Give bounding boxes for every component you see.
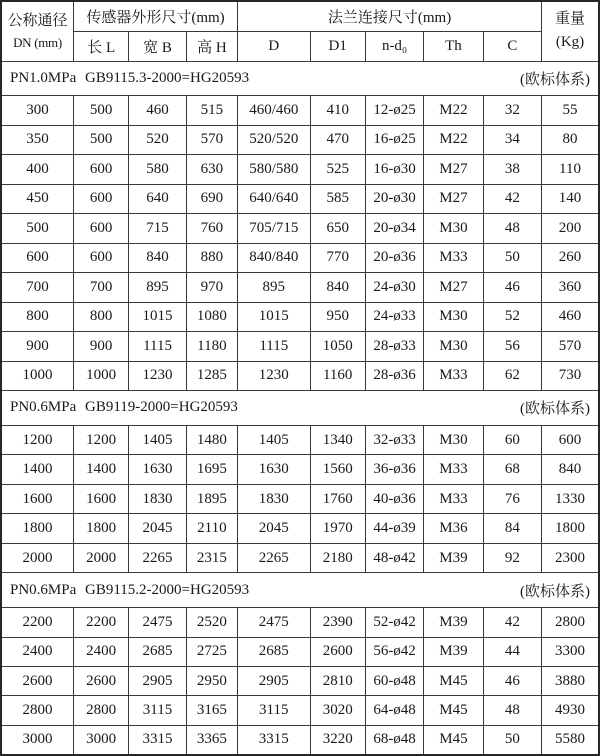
table-cell: 48-ø42 — [365, 543, 423, 572]
table-cell: 900 — [73, 332, 128, 361]
table-cell: 1800 — [73, 514, 128, 543]
table-cell: 3115 — [129, 696, 186, 725]
table-cell: 52-ø42 — [365, 608, 423, 637]
table-cell: M39 — [424, 608, 483, 637]
table-cell: 2685 — [129, 637, 186, 666]
table-cell: 460/460 — [238, 96, 310, 125]
section-pressure-label: PN0.6MPa — [10, 399, 77, 416]
table-cell: M45 — [424, 725, 483, 755]
column-group-sensor-dimensions: 传感器外形尺寸(mm) — [73, 1, 237, 31]
table-cell: 1200 — [73, 425, 128, 454]
table-cell: 600 — [73, 214, 128, 243]
table-cell: 2600 — [73, 666, 128, 695]
table-cell: 76 — [483, 484, 541, 513]
table-row — [1, 608, 599, 637]
table-cell: 570 — [542, 332, 599, 361]
table-cell: 3165 — [186, 696, 237, 725]
table-cell: 2600 — [1, 666, 73, 695]
table-cell: 3880 — [542, 666, 599, 695]
table-cell: 1560 — [310, 455, 365, 484]
table-cell: 600 — [73, 155, 128, 184]
table-cell: 1050 — [310, 332, 365, 361]
table-cell: 1330 — [542, 484, 599, 513]
table-cell: 42 — [483, 608, 541, 637]
table-cell: 1285 — [186, 361, 237, 390]
table-cell: 360 — [542, 273, 599, 302]
table-cell: 52 — [483, 302, 541, 331]
table-row — [1, 696, 599, 725]
table-cell: M33 — [424, 455, 483, 484]
table-cell: 500 — [73, 96, 128, 125]
table-cell: 1160 — [310, 361, 365, 390]
table-cell: 2390 — [310, 608, 365, 637]
table-cell: 600 — [73, 184, 128, 213]
table-cell: 500 — [73, 125, 128, 154]
table-cell: 1405 — [238, 425, 310, 454]
column-header-n-d0: n-d₀ — [365, 31, 423, 61]
table-cell: 895 — [238, 273, 310, 302]
table-cell: 1000 — [1, 361, 73, 390]
table-cell: 2600 — [310, 637, 365, 666]
table-cell: M30 — [424, 425, 483, 454]
table-row — [1, 361, 599, 390]
table-cell: 1630 — [129, 455, 186, 484]
table-cell: M33 — [424, 243, 483, 272]
table-cell: 42 — [483, 184, 541, 213]
table-cell: 600 — [542, 425, 599, 454]
table-cell: 2800 — [1, 696, 73, 725]
column-header-d1: D1 — [310, 31, 365, 61]
table-cell: 2000 — [1, 543, 73, 572]
table-cell: 2475 — [129, 608, 186, 637]
table-cell: 16-ø25 — [365, 125, 423, 154]
table-cell: 800 — [73, 302, 128, 331]
section-standard-label: GB9115.2-2000=HG20593 — [85, 581, 250, 598]
table-cell: 3300 — [542, 637, 599, 666]
table-cell: 140 — [542, 184, 599, 213]
table-cell: 640 — [129, 184, 186, 213]
table-cell: 46 — [483, 666, 541, 695]
table-cell: 2400 — [1, 637, 73, 666]
section-standard-label: GB9119-2000=HG20593 — [85, 399, 238, 416]
table-cell: 3000 — [73, 725, 128, 755]
table-row — [1, 543, 599, 572]
column-header-th: Th — [424, 31, 483, 61]
column-header-height-h: 高 H — [186, 31, 237, 61]
table-cell: M27 — [424, 155, 483, 184]
table-cell: 1115 — [238, 332, 310, 361]
table-cell: 900 — [1, 332, 73, 361]
table-cell: 2400 — [73, 637, 128, 666]
table-cell: 2300 — [542, 543, 599, 572]
table-cell: 40-ø36 — [365, 484, 423, 513]
table-cell: 1800 — [1, 514, 73, 543]
table-cell: 1015 — [238, 302, 310, 331]
table-cell: 1760 — [310, 484, 365, 513]
section-header-row — [1, 573, 599, 608]
table-cell: 770 — [310, 243, 365, 272]
column-header-weight — [542, 1, 599, 61]
table-cell: 38 — [483, 155, 541, 184]
table-cell: 55 — [542, 96, 599, 125]
column-header-d: D — [238, 31, 310, 61]
table-cell: 400 — [1, 155, 73, 184]
table-cell: 12-ø25 — [365, 96, 423, 125]
table-cell: 3115 — [238, 696, 310, 725]
table-row — [1, 243, 599, 272]
table-cell: 1015 — [129, 302, 186, 331]
table-cell: M39 — [424, 543, 483, 572]
table-body — [1, 61, 599, 755]
table-cell: 3365 — [186, 725, 237, 755]
table-row — [1, 155, 599, 184]
table-cell: 690 — [186, 184, 237, 213]
table-cell: M30 — [424, 214, 483, 243]
table-cell: 2110 — [186, 514, 237, 543]
table-cell: 1405 — [129, 425, 186, 454]
table-cell: 2315 — [186, 543, 237, 572]
table-cell: 1830 — [238, 484, 310, 513]
table-row — [1, 425, 599, 454]
table-cell: 1400 — [1, 455, 73, 484]
table-cell: 2045 — [129, 514, 186, 543]
table-cell: 24-ø33 — [365, 302, 423, 331]
table-cell: 500 — [1, 214, 73, 243]
table-cell: 16-ø30 — [365, 155, 423, 184]
table-cell: 84 — [483, 514, 541, 543]
table-row — [1, 302, 599, 331]
table-cell: 1895 — [186, 484, 237, 513]
table-cell: 1200 — [1, 425, 73, 454]
table-cell: 44 — [483, 637, 541, 666]
table-cell: 600 — [73, 243, 128, 272]
table-cell: 2000 — [73, 543, 128, 572]
table-cell: 50 — [483, 725, 541, 755]
section-header-cell — [1, 573, 599, 608]
table-cell: 630 — [186, 155, 237, 184]
table-cell: 950 — [310, 302, 365, 331]
column-header-dn-unit: DN (mm) — [13, 34, 62, 50]
table-cell: 1480 — [186, 425, 237, 454]
table-cell: 1180 — [186, 332, 237, 361]
table-cell: 2045 — [238, 514, 310, 543]
table-cell: M39 — [424, 637, 483, 666]
table-cell: 3000 — [1, 725, 73, 755]
table-cell: 640/640 — [238, 184, 310, 213]
table-cell: 2520 — [186, 608, 237, 637]
table-cell: 895 — [129, 273, 186, 302]
table-cell: 840 — [310, 273, 365, 302]
section-header-row — [1, 391, 599, 426]
table-row — [1, 637, 599, 666]
table-cell: 24-ø30 — [365, 273, 423, 302]
table-cell: 80 — [542, 125, 599, 154]
table-cell: 715 — [129, 214, 186, 243]
table-cell: 460 — [542, 302, 599, 331]
section-header-row — [1, 61, 599, 96]
table-row — [1, 514, 599, 543]
section-note-label: (欧标体系) — [520, 583, 590, 600]
table-cell: 880 — [186, 243, 237, 272]
table-cell: 800 — [1, 302, 73, 331]
header-row-groups — [1, 1, 599, 31]
header-row-subcolumns — [1, 31, 599, 61]
table-row — [1, 184, 599, 213]
table-cell: 585 — [310, 184, 365, 213]
table-cell: 64-ø48 — [365, 696, 423, 725]
table-cell: 840/840 — [238, 243, 310, 272]
table-cell: 1970 — [310, 514, 365, 543]
table-cell: 68-ø48 — [365, 725, 423, 755]
table-cell: M27 — [424, 273, 483, 302]
table-row — [1, 725, 599, 755]
table-cell: 48 — [483, 214, 541, 243]
table-cell: M33 — [424, 361, 483, 390]
table-cell: 460 — [129, 96, 186, 125]
table-cell: 650 — [310, 214, 365, 243]
table-cell: 60-ø48 — [365, 666, 423, 695]
table-cell: 3315 — [238, 725, 310, 755]
table-cell: 350 — [1, 125, 73, 154]
table-cell: 62 — [483, 361, 541, 390]
table-cell: 110 — [542, 155, 599, 184]
table-cell: 4930 — [542, 696, 599, 725]
table-cell: 410 — [310, 96, 365, 125]
table-cell: 1080 — [186, 302, 237, 331]
table-cell: 450 — [1, 184, 73, 213]
table-cell: M45 — [424, 696, 483, 725]
table-cell: 2905 — [129, 666, 186, 695]
table-row — [1, 455, 599, 484]
column-header-length-l: 长 L — [73, 31, 128, 61]
column-header-weight-unit: (Kg) — [555, 34, 585, 51]
table-cell: 705/715 — [238, 214, 310, 243]
table-cell: 2180 — [310, 543, 365, 572]
table-cell: 1115 — [129, 332, 186, 361]
table-cell: 760 — [186, 214, 237, 243]
table-cell: 840 — [542, 455, 599, 484]
table-cell: M30 — [424, 332, 483, 361]
section-pressure-label: PN1.0MPa — [10, 69, 77, 86]
table-cell: M36 — [424, 514, 483, 543]
table-cell: 28-ø33 — [365, 332, 423, 361]
table-cell: 50 — [483, 243, 541, 272]
table-cell: 730 — [542, 361, 599, 390]
table-cell: 3315 — [129, 725, 186, 755]
table-cell: 48 — [483, 696, 541, 725]
table-cell: 60 — [483, 425, 541, 454]
table-row — [1, 484, 599, 513]
table-cell: 3020 — [310, 696, 365, 725]
table-cell: M33 — [424, 484, 483, 513]
table-cell: 92 — [483, 543, 541, 572]
table-cell: 1695 — [186, 455, 237, 484]
section-note-label: (欧标体系) — [520, 401, 590, 418]
table-cell: 3220 — [310, 725, 365, 755]
section-pressure-label: PN0.6MPa — [10, 581, 77, 598]
table-cell: M22 — [424, 96, 483, 125]
table-cell: 600 — [1, 243, 73, 272]
table-cell: 840 — [129, 243, 186, 272]
table-cell: 2800 — [73, 696, 128, 725]
table-cell: 1830 — [129, 484, 186, 513]
table-cell: 32-ø33 — [365, 425, 423, 454]
table-cell: M45 — [424, 666, 483, 695]
table-cell: 525 — [310, 155, 365, 184]
table-cell: M27 — [424, 184, 483, 213]
section-header-cell — [1, 61, 599, 96]
table-cell: 1000 — [73, 361, 128, 390]
table-cell: 2265 — [238, 543, 310, 572]
section-note-label: (欧标体系) — [520, 71, 590, 88]
table-cell: M30 — [424, 302, 483, 331]
table-cell: 2950 — [186, 666, 237, 695]
table-row — [1, 332, 599, 361]
column-header-weight-title: 重量 — [555, 11, 586, 27]
table-cell: 970 — [186, 273, 237, 302]
table-cell: 515 — [186, 96, 237, 125]
table-cell: 20-ø30 — [365, 184, 423, 213]
column-group-flange-dimensions: 法兰连接尺寸(mm) — [238, 1, 542, 31]
table-cell: 46 — [483, 273, 541, 302]
table-cell: 520/520 — [238, 125, 310, 154]
table-cell: 2475 — [238, 608, 310, 637]
column-header-dn — [1, 1, 73, 61]
table-cell: 580/580 — [238, 155, 310, 184]
table-row — [1, 273, 599, 302]
table-cell: 1400 — [73, 455, 128, 484]
column-header-c: C — [483, 31, 541, 61]
table-cell: 700 — [1, 273, 73, 302]
table-cell: 56 — [483, 332, 541, 361]
table-cell: 570 — [186, 125, 237, 154]
table-cell: 68 — [483, 455, 541, 484]
table-cell: 2200 — [73, 608, 128, 637]
table-cell: 28-ø36 — [365, 361, 423, 390]
table-cell: 1340 — [310, 425, 365, 454]
table-cell: 44-ø39 — [365, 514, 423, 543]
table-row — [1, 214, 599, 243]
table-cell: 20-ø36 — [365, 243, 423, 272]
table-cell: 2200 — [1, 608, 73, 637]
table-cell: M22 — [424, 125, 483, 154]
table-cell: 470 — [310, 125, 365, 154]
table-cell: 2265 — [129, 543, 186, 572]
table-cell: 36-ø36 — [365, 455, 423, 484]
table-cell: 2800 — [542, 608, 599, 637]
table-cell: 580 — [129, 155, 186, 184]
table-cell: 2685 — [238, 637, 310, 666]
table-cell: 1630 — [238, 455, 310, 484]
table-cell: 56-ø42 — [365, 637, 423, 666]
section-standard-label: GB9115.3-2000=HG20593 — [85, 69, 250, 86]
table-cell: 32 — [483, 96, 541, 125]
table-cell: 260 — [542, 243, 599, 272]
table-cell: 2725 — [186, 637, 237, 666]
table-cell: 5580 — [542, 725, 599, 755]
table-row — [1, 666, 599, 695]
table-cell: 2810 — [310, 666, 365, 695]
table-cell: 1600 — [73, 484, 128, 513]
table-header — [1, 1, 599, 61]
table-row — [1, 125, 599, 154]
table-cell: 34 — [483, 125, 541, 154]
table-cell: 520 — [129, 125, 186, 154]
table-cell: 2905 — [238, 666, 310, 695]
table-cell: 300 — [1, 96, 73, 125]
column-header-width-b: 宽 B — [129, 31, 186, 61]
table-cell: 700 — [73, 273, 128, 302]
table-cell: 20-ø34 — [365, 214, 423, 243]
section-header-cell — [1, 391, 599, 426]
table-cell: 1800 — [542, 514, 599, 543]
table-row — [1, 96, 599, 125]
table-cell: 1230 — [238, 361, 310, 390]
table-cell: 1600 — [1, 484, 73, 513]
column-header-dn-title: 公称通径 — [7, 12, 68, 29]
table-cell: 1230 — [129, 361, 186, 390]
table-cell: 200 — [542, 214, 599, 243]
